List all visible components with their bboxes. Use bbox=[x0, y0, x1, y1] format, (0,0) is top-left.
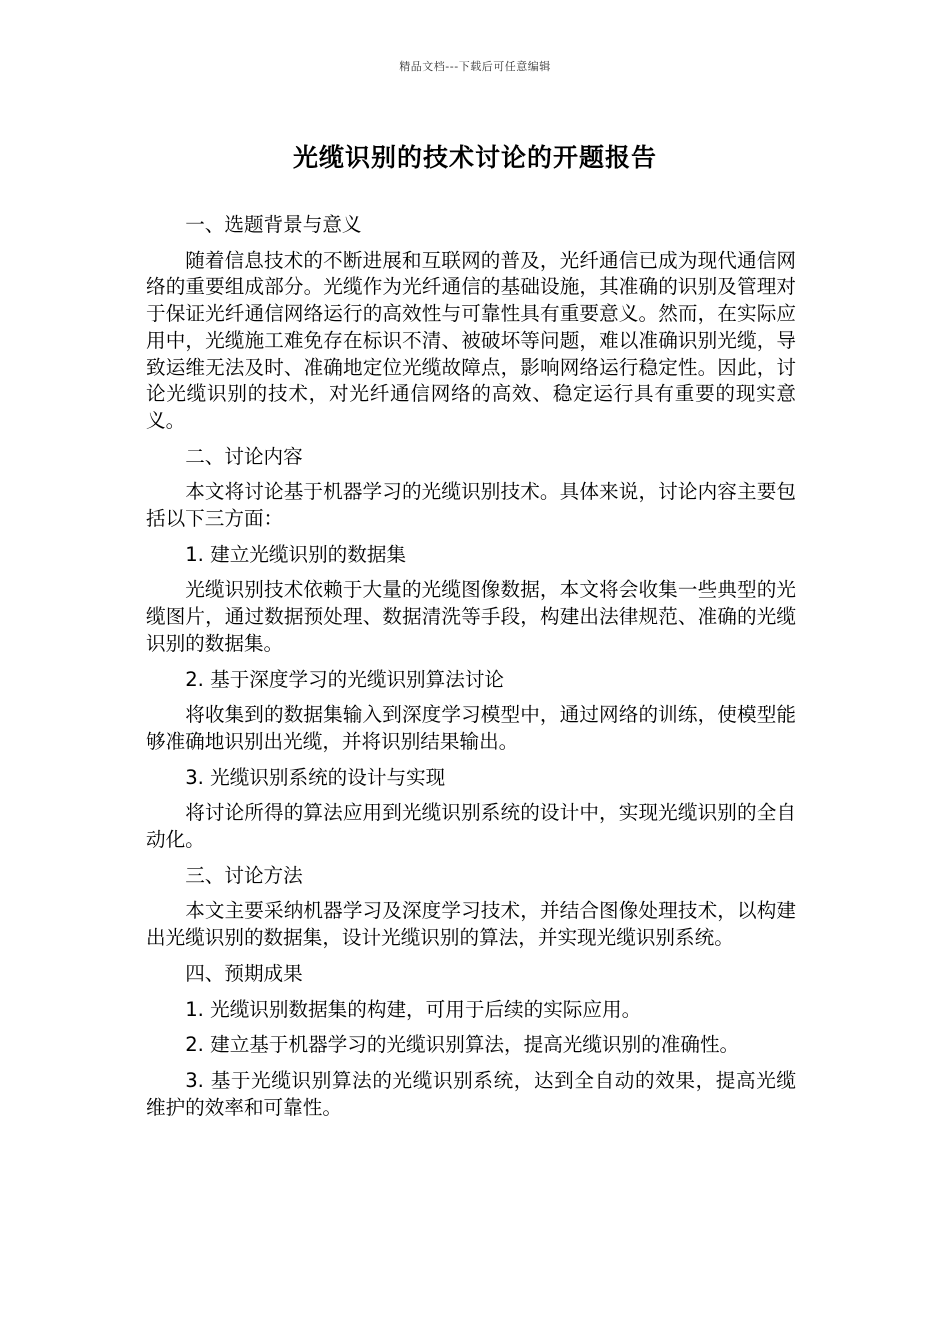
paragraph-content-intro: 本文将讨论基于机器学习的光缆识别技术。具体来说，讨论内容主要包括以下三方面： bbox=[146, 480, 796, 531]
document-body bbox=[146, 212, 796, 1130]
section-heading-method: 三、讨论方法 bbox=[185, 863, 303, 887]
subheading-algorithm: 2. 基于深度学习的光缆识别算法讨论 bbox=[185, 667, 505, 691]
section-heading-background: 一、选题背景与意义 bbox=[185, 213, 362, 236]
outcome-item-2: 2. 建立基于机器学习的光缆识别算法，提高光缆识别的准确性。 bbox=[185, 1033, 740, 1057]
paragraph-background: 随着信息技术的不断进展和互联网的普及，光纤通信已成为现代通信网络的重要组成部分。光缆作为光纤通信的基础设施，其准确的识别及管理对于保证光纤通信网络运行的高效性与可靠性具有重要意义。然而，在实际应用中，光缆施工难免存在标识不清、被破坏等问题，难以准确识别光缆，导致运维无法及时、准确地定位光缆故障点，影响网络运行稳定性。因此，讨论光缆识别的技术，对光纤通信网络的高效、稳定运行具有重要的现实意义。 bbox=[146, 248, 796, 432]
outcome-item-1: 1. 光缆识别数据集的构建，可用于后续的实际应用。 bbox=[185, 997, 642, 1021]
paragraph-method: 本文主要采纳机器学习及深度学习技术，并结合图像处理技术，以构建出光缆识别的数据集，设计光缆识别的算法，并实现光缆识别系统。 bbox=[146, 899, 796, 950]
document-title: 光缆识别的技术讨论的开题报告 bbox=[292, 143, 657, 172]
section-heading-content: 二、讨论内容 bbox=[185, 444, 303, 468]
section-heading-outcomes: 四、预期成果 bbox=[185, 961, 303, 985]
subheading-dataset: 1. 建立光缆识别的数据集 bbox=[185, 542, 407, 566]
paragraph-system: 将讨论所得的算法应用到光缆识别系统的设计中，实现光缆识别的全自动化。 bbox=[146, 801, 796, 852]
outcome-item-3: 3. 基于光缆识别算法的光缆识别系统，达到全自动的效果，提高光缆维护的效率和可靠性。 bbox=[146, 1068, 796, 1119]
header-note: 精品文档---下载后可任意编辑 bbox=[399, 60, 551, 73]
paragraph-dataset: 光缆识别技术依赖于大量的光缆图像数据，本文将会收集一些典型的光缆图片，通过数据预处理、数据清洗等手段，构建出法律规范、准确的光缆识别的数据集。 bbox=[146, 578, 796, 655]
paragraph-algorithm: 将收集到的数据集输入到深度学习模型中，通过网络的训练，使模型能够准确地识别出光缆，并将识别结果输出。 bbox=[146, 703, 796, 753]
subheading-system: 3. 光缆识别系统的设计与实现 bbox=[185, 765, 446, 789]
